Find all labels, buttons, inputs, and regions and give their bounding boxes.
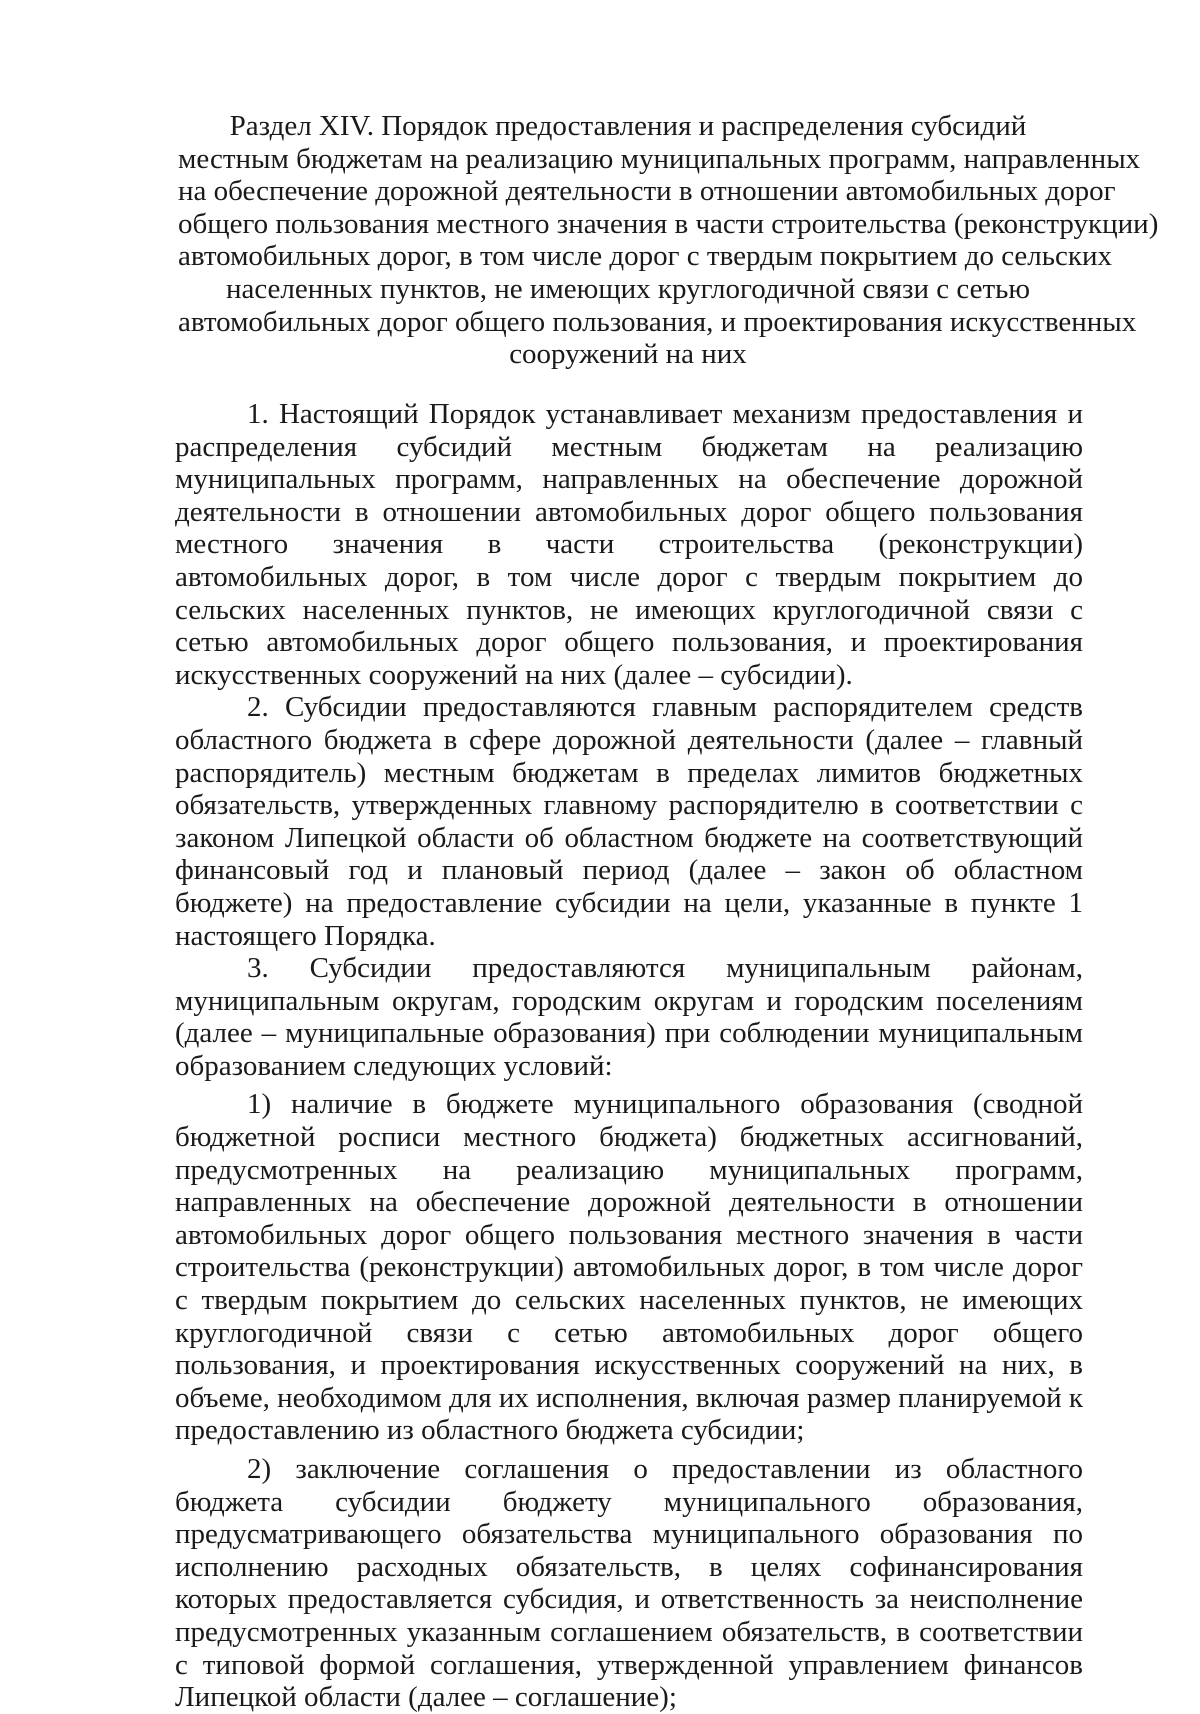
paragraph-3-item-2: 2) заключение соглашения о предоставлении из областного бюджета субсидии бюджету муниципального образования, предусматривающего обязательства муниципального образования по исполнению расходных обязательств, в целях софинансирования которых предоставляется субсидия, и ответственность за неисполнение предусмотренных указанным соглашением обязательств, в соответствии с типовой формой соглашения, утвержденной управлением финансов Липецкой области (далее – соглашение); [175, 1453, 1083, 1714]
paragraph-2: 2. Субсидии предоставляются главным распорядителем средств областного бюджета в сфере дорожной деятельности (далее – главный распорядитель) местным бюджетам в пределах лимитов бюджетных обязательств, утвержденных главному распорядителю в соответствии с законом Липецкой области об областном бюджете на соответствующий финансовый год и плановый период (далее – закон об областном бюджете) на предоставление субсидии на цели, указанные в пункте 1 настоящего Порядка. [175, 691, 1083, 952]
title-line: автомобильных дорог, в том числе дорог с твердым покрытием до сельских [178, 240, 1112, 273]
paragraph-1: 1. Настоящий Порядок устанавливает механизм предоставления и распределения субсидий местным бюджетам на реализацию муниципальных программ, направленных на обеспечение дорожной деятельности в отношении автомобильных дорог общего пользования местного значения в части строительства (реконструкции) автомобильных дорог, в том числе дорог с твердым покрытием до сельских населенных пунктов, не имеющих круглогодичной связи с сетью автомобильных дорог общего пользования, и проектирования искусственных сооружений на них (далее – субсидии). [175, 398, 1083, 691]
section-title [178, 110, 1159, 371]
paragraph-3-item-1: 1) наличие в бюджете муниципального образования (сводной бюджетной росписи местного бюджета) бюджетных ассигнований, предусмотренных на реализацию муниципальных программ, направленных на обеспечение дорожной деятельности в отношении автомобильных дорог общего пользования местного значения в части строительства (реконструкции) автомобильных дорог, в том числе дорог с твердым покрытием до сельских населенных пунктов, не имеющих круглогодичной связи с сетью автомобильных дорог общего пользования, и проектирования искусственных сооружений на них, в объеме, необходимом для их исполнения, включая размер планируемой к предоставлению из областного бюджета субсидии; [175, 1088, 1083, 1447]
title-line: населенных пунктов, не имеющих круглогодичной связи с сетью [225, 272, 1031, 305]
title-line: на обеспечение дорожной деятельности в отношении автомобильных дорог [178, 175, 1116, 208]
title-line: автомобильных дорог общего пользования, и проектирования искусственных [178, 305, 1137, 338]
title-line: сооружений на них [509, 338, 747, 371]
title-line: общего пользования местного значения в части строительства (реконструкции) [178, 207, 1159, 240]
title-line: Раздел XIV. Порядок предоставления и распределения субсидий [229, 110, 1027, 142]
title-line: местным бюджетам на реализацию муниципальных программ, направленных [178, 142, 1141, 175]
paragraph-3: 3. Субсидии предоставляются муниципальным районам, муниципальным округам, городским округам и городским поселениям (далее – муниципальные образования) при соблюдении муниципальным образованием следующих условий: [175, 952, 1083, 1082]
document-body [175, 398, 1083, 1714]
